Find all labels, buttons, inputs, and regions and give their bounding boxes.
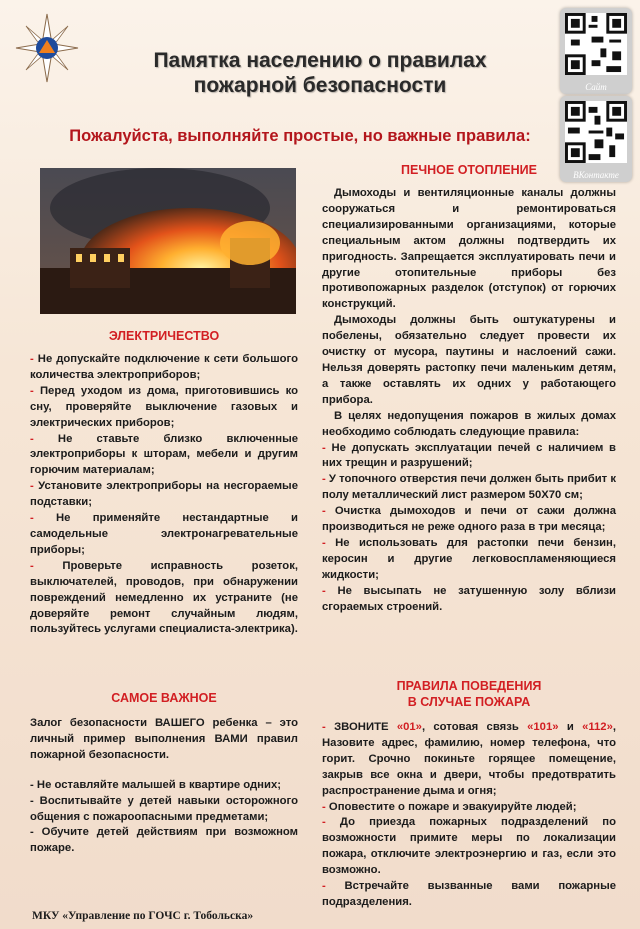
emergency-number: «112» [582, 721, 613, 733]
stove-paragraph-3: В целях недопущения пожаров в жилых домах необходимо соблюдать следующие правила: [322, 409, 616, 438]
page-title [90, 48, 550, 98]
list-item: - Воспитывайте у детей навыки осторожного общения с пожароопасными предметами; [30, 794, 298, 823]
list-item: - Перед уходом из дома, приготовившись ко сну, проверяйте выключение газовых и электрических приборов; [30, 384, 298, 429]
list-item: - Не оставляйте малышей в квартире одних; [30, 778, 281, 791]
qr-caption: Сайт [585, 82, 607, 92]
fire-heading: ПРАВИЛА ПОВЕДЕНИЯ В СЛУЧАЕ ПОЖАРА [396, 679, 542, 709]
qr-caption: ВКонтакте [573, 170, 619, 180]
emergency-number: «101» [527, 721, 559, 733]
call-instructions: - ЗВОНИТЕ «01», сотовая связь «101» и «112», Назовите адрес, фамилию, номер телефона, что горит. Срочно покиньте горящее помещение, закрыв все окна и двери, чтобы предотвратить распространение дыма и огня; [322, 721, 616, 797]
list-item: - Встречайте вызванные вами пожарные подразделения. [322, 880, 617, 908]
fire-photo [40, 168, 296, 314]
list-item: - Не применяйте нестандартные и самодельные электронагревательные приборы; [30, 512, 298, 556]
qr-code-icon [565, 13, 627, 75]
title-line-1: Памятка населению о правилах [153, 49, 487, 72]
list-item: - У топочного отверстия печи должен быть прибит к полу металлический лист размером 50Х70 см; [322, 473, 616, 502]
list-item: - Не допускайте подключение к сети большого количества электроприборов; [30, 353, 299, 381]
important-section [30, 690, 298, 857]
list-item: - Не ставьте близко включенные электроприборы к шторам, мебели и другим горючим материалам; [30, 432, 298, 477]
emchs-emblem-icon [14, 12, 80, 84]
important-intro: Залог безопасности ВАШЕГО ребенка – это личный пример выполнения ВАМИ правил пожарной безопасности. [30, 717, 298, 761]
stove-paragraph-2: Дымоходы должны быть оштукатурены и побелены, обязательно следует провести их очистку от мусора, паутины и наслоений сажи. Нельзя доверять растопку печи маленьким детям, а также оставлять их одних у работающего прибора. [322, 314, 616, 406]
important-heading: САМОЕ ВАЖНОЕ [111, 691, 217, 705]
list-item: - Очистка дымоходов и печи от сажи должна производиться не реже одного раза в три месяца; [322, 505, 617, 534]
list-item: - Оповестите о пожаре и эвакуируйте людей; [322, 800, 577, 813]
subtitle: Пожалуйста, выполняйте простые, но важные правила: [69, 127, 531, 145]
stove-paragraph-1: Дымоходы и вентиляционные каналы должны сооружаться и ремонтироваться специализированными организациями, которые специальным актом должны подтвердить их пригодность. Запрещается эксплуатировать печи и другие отопительные приборы без противопожарных разделок (отступок) от горючих конструкций. [322, 187, 616, 311]
emergency-number: «01» [396, 721, 422, 733]
title-line-2: пожарной безопасности [193, 74, 447, 97]
list-item: - Обучите детей действиям при возможном пожаре. [30, 826, 298, 855]
footer-org: МКУ «Управление по ГОЧС г. Тобольска» [32, 910, 254, 922]
qr-code-site[interactable] [560, 8, 632, 94]
stove-section [322, 162, 616, 615]
list-item: - Не использовать для растопки печи бензин, керосин и другие легковоспламеняющиеся жидкости; [322, 536, 617, 581]
list-item: - До приезда пожарных подразделений по возможности примите меры по локализации пожара, отключите электроэнергию и газ, если это возможно. [322, 816, 616, 877]
electricity-section [30, 328, 298, 638]
qr-code-icon [565, 101, 627, 163]
stove-heading: ПЕЧНОЕ ОТОПЛЕНИЕ [401, 163, 537, 177]
list-item: - Установите электроприборы на несгораемые подставки; [30, 480, 298, 509]
list-item: - Не высыпать не затушенную золу вблизи сгораемых строений. [322, 584, 616, 613]
list-item: - Проверьте исправность розеток, выключателей, проводов, при обнаружении повреждений немедленно их устраните (не доверяйте ремонт случайным людям, пользуйтесь услугами специалиста-электрика). [30, 559, 298, 636]
electricity-heading: ЭЛЕКТРИЧЕСТВО [108, 329, 220, 343]
list-item: - Не допускать эксплуатации печей с наличием в них трещин и разрушений; [322, 441, 617, 470]
fire-behavior-section [322, 678, 616, 911]
